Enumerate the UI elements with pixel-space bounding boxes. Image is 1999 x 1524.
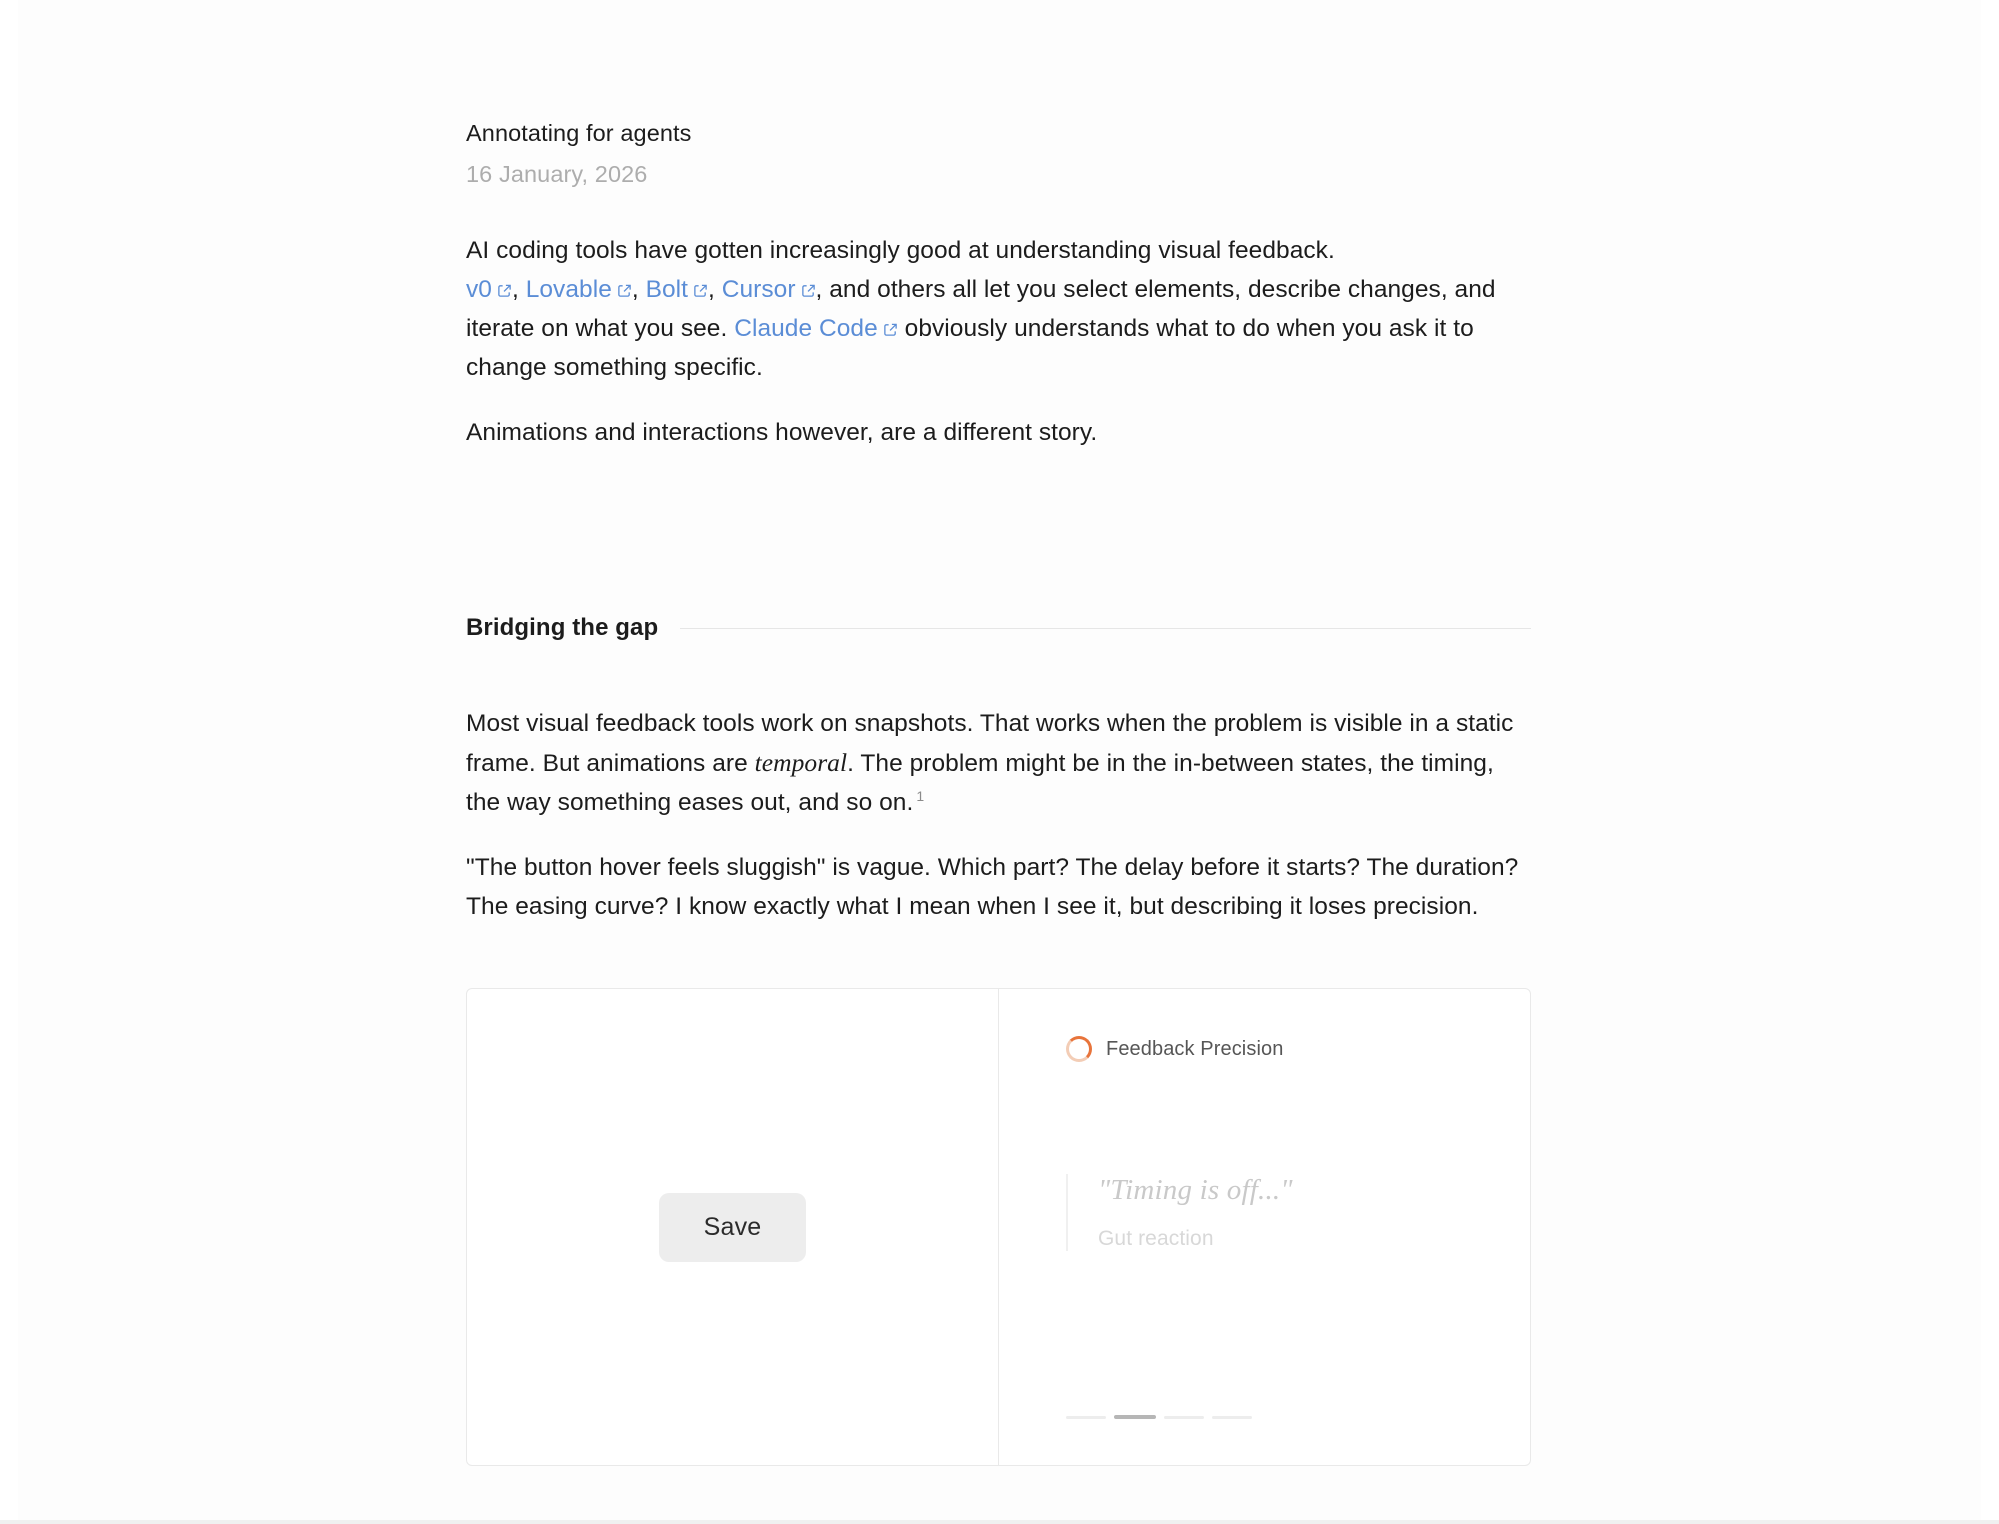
comma-2: ,	[631, 276, 639, 304]
intro-after-links: , and others all let you select elements, describe changes, and iterate on what you see.	[466, 276, 1496, 343]
demo-panel	[466, 988, 1531, 1466]
progress-segment[interactable]	[1066, 1416, 1106, 1419]
link-bolt-label: Bolt	[645, 276, 689, 304]
comma-3: ,	[708, 276, 715, 304]
spinner-icon	[1066, 1036, 1092, 1062]
feedback-precision-label: Feedback Precision	[1106, 1037, 1284, 1060]
section-p1-a: Most visual feedback tools work on snapshots. That works when the problem is visible in a static frame. But animations are	[466, 710, 1514, 778]
left-margin	[0, 0, 18, 1524]
progress-segment[interactable]	[1164, 1416, 1204, 1419]
article-content	[466, 118, 1531, 1466]
section-header	[466, 614, 1531, 642]
feedback-precision-row	[1066, 1036, 1283, 1062]
demo-right-pane	[999, 989, 1530, 1465]
quote-block	[1066, 1174, 1293, 1251]
external-link-icon	[801, 283, 816, 298]
save-button[interactable]: Save	[659, 1193, 807, 1262]
page-bottom-edge	[0, 1520, 1999, 1524]
progress-indicator[interactable]	[1066, 1415, 1252, 1419]
page-title: Annotating for agents	[466, 120, 692, 146]
link-lovable[interactable]	[526, 276, 612, 303]
external-link-icon	[497, 283, 512, 298]
quote-caption: Gut reaction	[1098, 1227, 1214, 1251]
emphasis-temporal: temporal	[754, 748, 848, 778]
intro-after-claude: obviously understands what to do when you ask it to change something specific.	[466, 315, 1474, 382]
section-p1-b: . The problem might be in the in-between states, the timing, the way something eases out, and so on.	[466, 750, 1494, 817]
link-v0-label: v0	[466, 276, 492, 304]
intro-paragraph-2: Animations and interactions however, are a different story.	[466, 419, 1098, 447]
progress-segment[interactable]	[1212, 1416, 1252, 1419]
link-bolt[interactable]	[646, 276, 688, 303]
external-link-icon	[617, 283, 632, 298]
right-margin	[1981, 0, 1999, 1524]
section-divider	[680, 628, 1531, 629]
external-link-icon	[883, 322, 898, 337]
comma-1: ,	[511, 276, 519, 304]
demo-left-pane	[467, 989, 999, 1465]
link-v0[interactable]	[466, 276, 492, 303]
section-paragraph-1	[466, 704, 1531, 822]
link-lovable-label: Lovable	[525, 276, 612, 304]
quote-text: "Timing is off..."	[1098, 1174, 1293, 1207]
section-spacer	[466, 452, 1531, 536]
link-cursor-label: Cursor	[721, 276, 796, 304]
section-heading: Bridging the gap	[466, 614, 659, 642]
intro-paragraph	[466, 231, 1531, 387]
section-paragraph-2: "The button hover feels sluggish" is vague. Which part? The delay before it starts? The duration? The easing curve? I know exactly what I mean when I see it, but describing it loses precision.	[466, 854, 1519, 921]
intro-lead: AI coding tools have gotten increasingly good at understanding visual feedback.	[466, 237, 1335, 265]
heading-spacer	[466, 642, 1531, 704]
post-date: 16 January, 2026	[466, 160, 648, 187]
link-cursor[interactable]	[722, 276, 796, 303]
link-claude-code[interactable]	[734, 315, 878, 342]
progress-segment-active[interactable]	[1114, 1415, 1156, 1419]
external-link-icon	[693, 283, 708, 298]
footnote-ref[interactable]: 1	[916, 787, 925, 804]
link-claude-code-label: Claude Code	[734, 315, 878, 343]
